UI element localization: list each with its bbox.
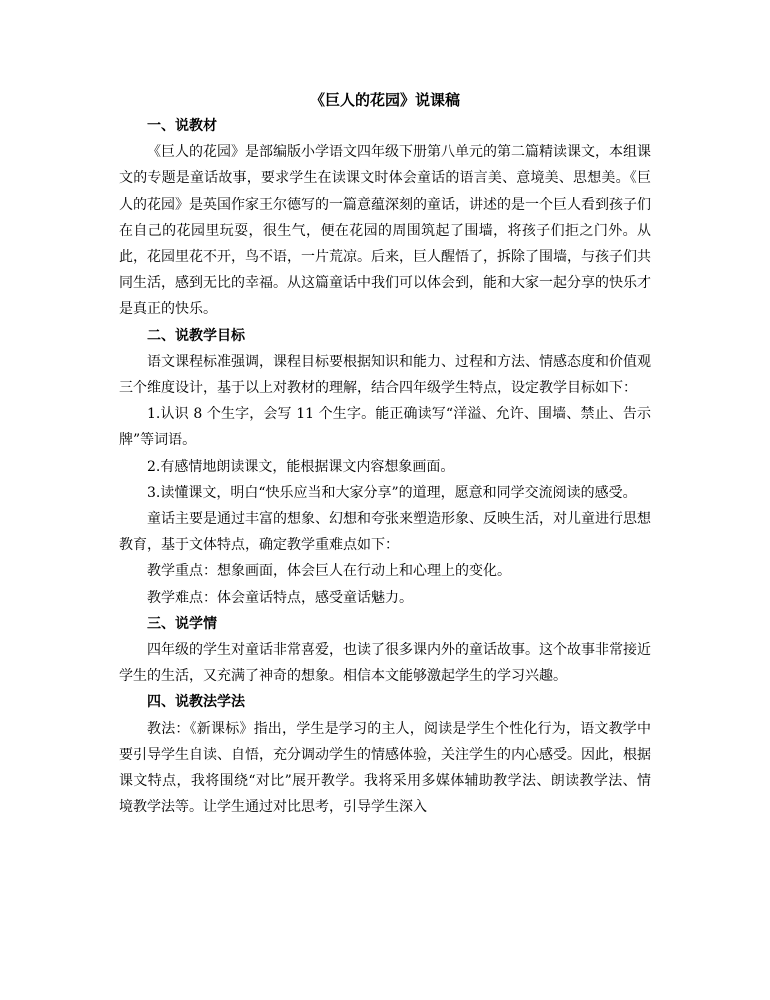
paragraph-difficult-point: 教学难点：体会童话特点，感受童话魅力。: [147, 589, 413, 606]
section-heading-students: 三、说学情: [147, 615, 217, 632]
section-heading-textbook: 一、说教材: [147, 118, 217, 134]
paragraph-students: 四年级的学生对童话非常喜爱，也读了很多课内外的童话故事。这个故事非常接近学生的生活，又充满了神奇的想象。相信本文能够激起学生的学习兴趣。: [119, 642, 651, 685]
objective-item-3: 3.读懂课文，明白“快乐应当和大家分享”的道理，愿意和同学交流阅读的感受。: [147, 484, 637, 501]
document-title: 《巨人的花园》说课稿: [309, 91, 460, 109]
document-body: [119, 113, 651, 820]
paragraph-key-point: 教学重点：想象画面，体会巨人在行动上和心理上的变化。: [147, 563, 511, 580]
paragraph-objectives-intro: 语文课程标准强调，课程目标要根据知识和能力、过程和方法、情感态度和价值观三个维度设计，基于以上对教材的理解，结合四年级学生特点，设定教学目标如下：: [119, 353, 651, 397]
section-heading-objectives: 二、说教学目标: [147, 327, 245, 344]
objective-item-2: 2.有感情地朗读课文，能根据课文内容想象画面。: [147, 458, 455, 475]
paragraph-textbook-intro: 《巨人的花园》是部编版小学语文四年级下册第八单元的第二篇精读课文，本组课文的专题是童话故事，要求学生在读课文时体会童话的语言美、意境美、思想美。《巨人的花园》是英国作家王尔德写的一篇意蕴深刻的童话，讲述的是一个巨人看到孩子们在自己的花园里玩耍，很生气，便在花园的周围筑起了围墙，将孩子们拒之门外。从此，花园里花不开，鸟不语，一片荒凉。后来，巨人醒悟了，拆除了围墙，与孩子们共同生活，感到无比的幸福。从这篇童话中我们可以体会到，能和大家一起分享的快乐才是真正的快乐。: [119, 144, 651, 318]
paragraph-methods: 教法：《新课标》指出，学生是学习的主人，阅读是学生个性化行为，语文教学中要引导学生自读、自悟，充分调动学生的情感体验，关注学生的内心感受。因此，根据课文特点，我将围绕“对比”展开教学。我将采用多媒体辅助教学法、朗读教学法、情境教学法等。让学生通过对比思考，引导学生深入: [119, 720, 651, 816]
section-heading-methods: 四、说教法学法: [147, 694, 245, 711]
objective-item-1: 1.认识 8 个生字，会写 11 个生字。能正确读写“洋溢、允许、围墙、禁止、告示牌”等词语。: [119, 406, 651, 449]
paragraph-key-points-intro: 童话主要是通过丰富的想象、幻想和夸张来塑造形象、反映生活，对儿童进行思想教育，基于文体特点，确定教学重难点如下：: [119, 511, 651, 554]
